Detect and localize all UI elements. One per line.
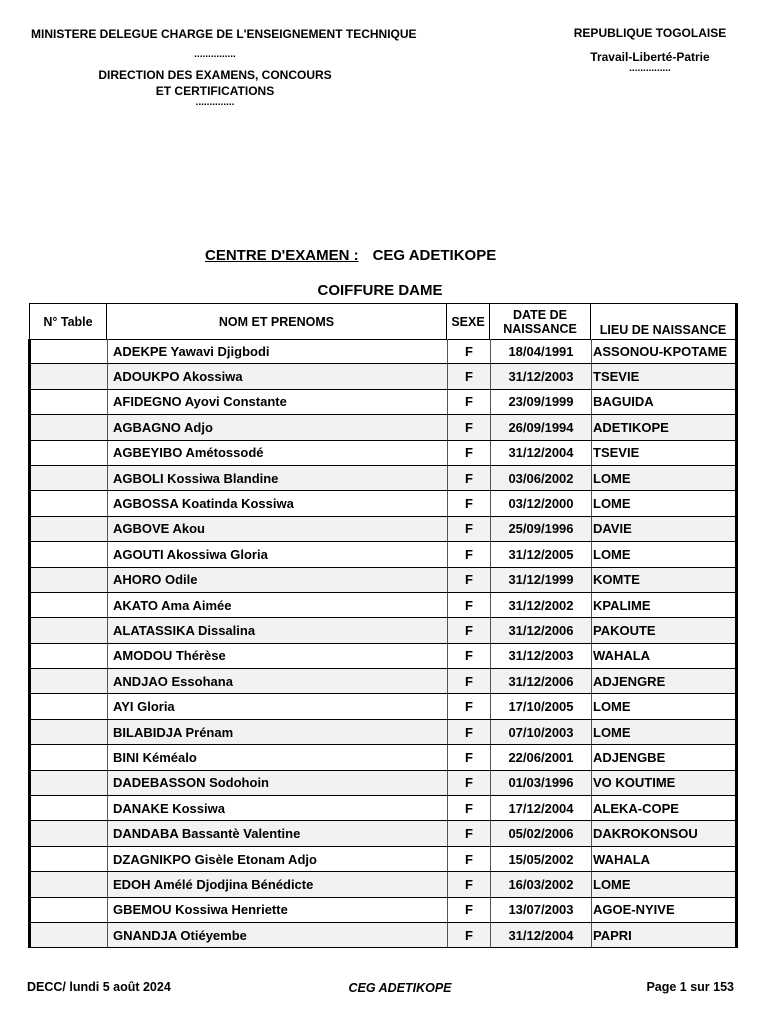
cell-sex: F [448,770,491,795]
table-row [30,364,737,389]
cell-dob: 01/03/1996 [491,770,592,795]
cell-dob: 17/12/2004 [491,796,592,821]
cell-table-no [30,719,108,744]
cell-sex: F [448,719,491,744]
header-table-no: N° Table [30,304,107,340]
cell-table-no [30,542,108,567]
cell-dob: 07/10/2003 [491,719,592,744]
cell-dob: 13/07/2003 [491,897,592,922]
cell-birthplace: DAVIE [592,516,737,541]
cell-sex: F [448,465,491,490]
cell-name: AGOUTI Akossiwa Gloria [108,542,448,567]
cell-birthplace: ASSONOU-KPOTAME [592,339,737,364]
cell-birthplace: PAKOUTE [592,618,737,643]
direction-line-1: DIRECTION DES EXAMENS, CONCOURS [98,68,332,82]
table-row [30,745,737,770]
header-dots-separator: ............... [629,63,671,74]
cell-sex: F [448,389,491,414]
cell-birthplace: BAGUIDA [592,389,737,414]
cell-dob: 31/12/2004 [491,922,592,947]
cell-sex: F [448,339,491,364]
header-dob [490,304,591,340]
cell-dob: 31/12/2006 [491,618,592,643]
table-row [30,339,737,364]
header-name: NOM ET PRENOMS [107,304,447,340]
cell-dob: 15/05/2002 [491,846,592,871]
cell-sex: F [448,821,491,846]
cell-table-no [30,669,108,694]
header-dots-separator: ............... [194,49,236,60]
header-birthplace: LIEU DE NAISSANCE [591,304,737,340]
cell-dob: 31/12/2002 [491,592,592,617]
cell-name: AFIDEGNO Ayovi Constante [108,389,448,414]
header-dob-line1: DATE DE [513,307,567,322]
cell-table-no [30,465,108,490]
table-row [30,922,737,947]
footer-page-number: Page 1 sur 153 [646,980,734,994]
cell-name: DADEBASSON Sodohoin [108,770,448,795]
cell-birthplace: ADJENGRE [592,669,737,694]
cell-table-no [30,491,108,516]
cell-name: AMODOU Thérèse [108,643,448,668]
cell-dob: 25/09/1996 [491,516,592,541]
cell-birthplace: TSEVIE [592,364,737,389]
table-row [30,846,737,871]
table-row [30,796,737,821]
cell-sex: F [448,618,491,643]
cell-table-no [30,796,108,821]
cell-dob: 23/09/1999 [491,389,592,414]
cell-table-no [30,618,108,643]
table-header [29,303,738,340]
cell-table-no [30,694,108,719]
cell-name: ANDJAO Essohana [108,669,448,694]
cell-dob: 03/12/2000 [491,491,592,516]
cell-sex: F [448,745,491,770]
cell-dob: 16/03/2002 [491,872,592,897]
cell-name: DANDABA Bassantè Valentine [108,821,448,846]
cell-name: ADOUKPO Akossiwa [108,364,448,389]
cell-table-no [30,897,108,922]
cell-table-no [30,567,108,592]
table-row [30,643,737,668]
cell-sex: F [448,922,491,947]
table-row [30,821,737,846]
exam-center-value: CEG ADETIKOPE [372,247,497,264]
cell-dob: 31/12/1999 [491,567,592,592]
table-row [30,389,737,414]
header-sex: SEXE [447,304,490,340]
cell-dob: 17/10/2005 [491,694,592,719]
cell-table-no [30,364,108,389]
cell-table-no [30,922,108,947]
cell-name: AGBOLI Kossiwa Blandine [108,465,448,490]
table-row [30,592,737,617]
cell-name: BILABIDJA Prénam [108,719,448,744]
cell-dob: 03/06/2002 [491,465,592,490]
cell-dob: 22/06/2001 [491,745,592,770]
cell-dob: 31/12/2004 [491,440,592,465]
cell-table-no [30,592,108,617]
cell-birthplace: WAHALA [592,643,737,668]
cell-name: GBEMOU Kossiwa Henriette [108,897,448,922]
cell-birthplace: LOME [592,719,737,744]
cell-name: AKATO Ama Aimée [108,592,448,617]
ministry-name: MINISTERE DELEGUE CHARGE DE L'ENSEIGNEMENT TECHNIQUE [31,27,417,41]
cell-table-no [30,415,108,440]
cell-birthplace: KPALIME [592,592,737,617]
table-row [30,669,737,694]
cell-table-no [30,440,108,465]
cell-dob: 31/12/2003 [491,364,592,389]
cell-birthplace: LOME [592,542,737,567]
cell-name: GNANDJA Otiéyembe [108,922,448,947]
cell-table-no [30,745,108,770]
cell-birthplace: KOMTE [592,567,737,592]
exam-center-heading [205,247,496,264]
cell-birthplace: ADJENGBE [592,745,737,770]
cell-name: DZAGNIKPO Gisèle Etonam Adjo [108,846,448,871]
cell-birthplace: LOME [592,465,737,490]
cell-birthplace: AGOE-NYIVE [592,897,737,922]
table-row [30,719,737,744]
cell-table-no [30,643,108,668]
cell-sex: F [448,516,491,541]
footer-date: DECC/ lundi 5 août 2024 [27,980,171,994]
cell-sex: F [448,567,491,592]
cell-birthplace: TSEVIE [592,440,737,465]
cell-dob: 31/12/2003 [491,643,592,668]
cell-dob: 31/12/2006 [491,669,592,694]
cell-sex: F [448,694,491,719]
table-row [30,567,737,592]
cell-birthplace: LOME [592,694,737,719]
cell-sex: F [448,796,491,821]
cell-sex: F [448,491,491,516]
cell-name: AGBOVE Akou [108,516,448,541]
cell-birthplace: WAHALA [592,846,737,871]
table-row [30,618,737,643]
cell-table-no [30,872,108,897]
header-dots-separator: .............. [195,97,235,108]
cell-table-no [30,846,108,871]
cell-birthplace: PAPRI [592,922,737,947]
cell-sex: F [448,415,491,440]
cell-table-no [30,821,108,846]
cell-sex: F [448,846,491,871]
footer-center-name: CEG ADETIKOPE [348,981,452,995]
cell-sex: F [448,643,491,668]
cell-name: EDOH Amélé Djodjina Bénédicte [108,872,448,897]
cell-table-no [30,339,108,364]
cell-birthplace: ALEKA-COPE [592,796,737,821]
table-row [30,770,737,795]
cell-table-no [30,389,108,414]
cell-sex: F [448,872,491,897]
cell-birthplace: DAKROKONSOU [592,821,737,846]
cell-birthplace: LOME [592,872,737,897]
exam-center-label: CENTRE D'EXAMEN : [205,247,359,264]
cell-dob: 18/04/1991 [491,339,592,364]
cell-name: AHORO Odile [108,567,448,592]
table-row [30,516,737,541]
cell-dob: 31/12/2005 [491,542,592,567]
table-row [30,465,737,490]
cell-name: AGBOSSA Koatinda Kossiwa [108,491,448,516]
table-row [30,440,737,465]
header-dob-line2: NAISSANCE [503,321,577,336]
direction-line-2: ET CERTIFICATIONS [155,84,275,98]
cell-name: ALATASSIKA Dissalina [108,618,448,643]
national-motto: Travail-Liberté-Patrie [590,50,710,64]
cell-name: AGBAGNO Adjo [108,415,448,440]
cell-table-no [30,770,108,795]
cell-dob: 05/02/2006 [491,821,592,846]
cell-birthplace: VO KOUTIME [592,770,737,795]
cell-dob: 26/09/1994 [491,415,592,440]
cell-sex: F [448,542,491,567]
candidates-table [28,339,738,948]
cell-sex: F [448,669,491,694]
cell-birthplace: ADETIKOPE [592,415,737,440]
cell-sex: F [448,440,491,465]
cell-sex: F [448,364,491,389]
table-row [30,415,737,440]
table-row [30,872,737,897]
table-row [30,542,737,567]
cell-name: ADEKPE Yawavi Djigbodi [108,339,448,364]
table-row [30,491,737,516]
cell-name: AGBEYIBO Amétossodé [108,440,448,465]
cell-sex: F [448,592,491,617]
cell-name: DANAKE Kossiwa [108,796,448,821]
cell-table-no [30,516,108,541]
cell-birthplace: LOME [592,491,737,516]
table-row [30,897,737,922]
cell-name: AYI Gloria [108,694,448,719]
cell-name: BINI Kéméalo [108,745,448,770]
cell-sex: F [448,897,491,922]
republic-name: REPUBLIQUE TOGOLAISE [573,26,727,40]
section-title: COIFFURE DAME [317,282,443,299]
table-row [30,694,737,719]
